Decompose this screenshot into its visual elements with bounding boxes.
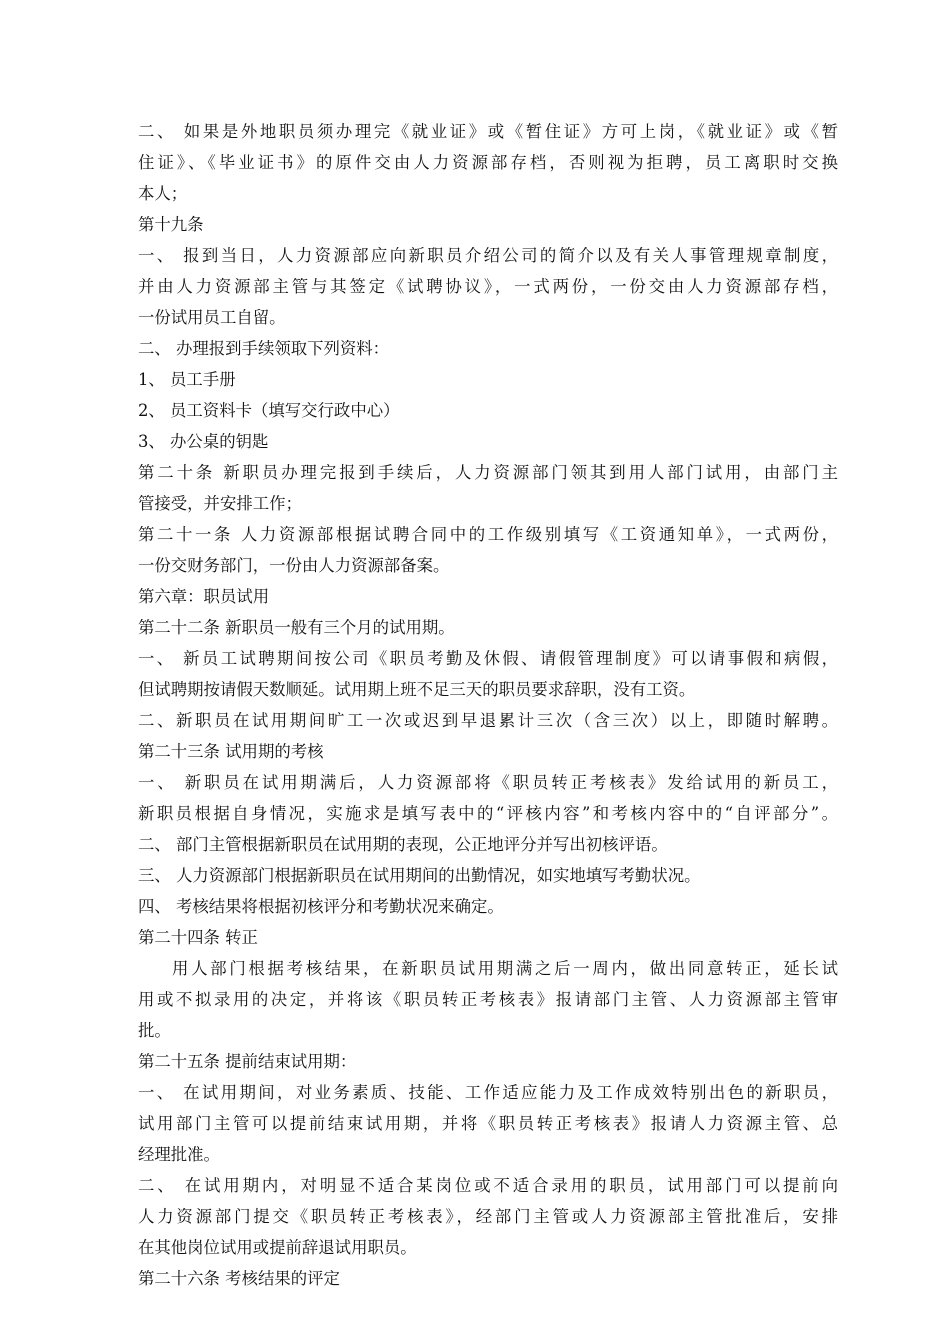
text-line: 经理批准。 bbox=[138, 1145, 220, 1164]
text-line: 二、 如果是外地职员须办理完《就业证》或《暂住证》方可上岗，《就业证》或《暂 bbox=[138, 122, 838, 141]
text-line: 3、 办公桌的钥匙 bbox=[138, 432, 269, 451]
text-line: 第二十二条 新职员一般有三个月的试用期。 bbox=[138, 618, 455, 637]
text-line: 二、新职员在试用期间旷工一次或迟到早退累计三次（含三次）以上，即随时解聘。 bbox=[138, 711, 838, 730]
text-line: 一、 新职员在试用期满后，人力资源部将《职员转正考核表》发给试用的新员工， bbox=[138, 773, 838, 792]
document-body bbox=[138, 116, 838, 1294]
text-line: 但试聘期按请假天数顺延。试用期上班不足三天的职员要求辞职，没有工资。 bbox=[138, 680, 696, 699]
text-line: 一、 新员工试聘期间按公司《职员考勤及休假、请假管理制度》可以请事假和病假， bbox=[138, 649, 838, 668]
text-line: 2、 员工资料卡（填写交行政中心） bbox=[138, 401, 400, 420]
text-line: 新职员根据自身情况，实施求是填写表中的“评核内容”和考核内容中的“自评部分”。 bbox=[138, 804, 838, 823]
text-line: 人力资源部门提交《职员转正考核表》，经部门主管或人力资源部主管批准后，安排 bbox=[138, 1207, 838, 1226]
text-line: 第十九条 bbox=[138, 215, 204, 234]
text-line: 第二十四条 转正 bbox=[138, 928, 258, 947]
text-line: 试用部门主管可以提前结束试用期，并将《职员转正考核表》报请人力资源主管、总 bbox=[138, 1114, 838, 1133]
text-line: 二、 部门主管根据新职员在试用期的表现，公正地评分并写出初核评语。 bbox=[138, 835, 668, 854]
text-line: 批。 bbox=[138, 1021, 171, 1040]
text-line: 第六章：职员试用 bbox=[138, 587, 270, 606]
text-line: 在其他岗位试用或提前辞退试用职员。 bbox=[138, 1238, 417, 1257]
text-line: 二、 在试用期内，对明显不适合某岗位或不适合录用的职员，试用部门可以提前向 bbox=[138, 1176, 838, 1195]
text-line: 第二十一条 人力资源部根据试聘合同中的工作级别填写《工资通知单》，一式两份， bbox=[138, 525, 838, 544]
text-line: 一份交财务部门，一份由人力资源部备案。 bbox=[138, 556, 450, 575]
text-line: 住证》、《毕业证书》的原件交由人力资源部存档，否则视为拒聘，员工离职时交换 bbox=[138, 153, 838, 172]
text-line: 一份试用员工自留。 bbox=[138, 308, 286, 327]
text-line: 用或不拟录用的决定，并将该《职员转正考核表》报请部门主管、人力资源部主管审 bbox=[138, 990, 838, 1009]
text-line: 第二十条 新职员办理完报到手续后，人力资源部门领其到用人部门试用，由部门主 bbox=[138, 463, 838, 482]
text-line: 并由人力资源部主管与其签定《试聘协议》，一式两份，一份交由人力资源部存档， bbox=[138, 277, 838, 296]
text-line: 本人； bbox=[138, 184, 188, 203]
text-line: 1、 员工手册 bbox=[138, 370, 236, 389]
text-line: 第二十六条 考核结果的评定 bbox=[138, 1269, 340, 1288]
text-line: 一、 在试用期间，对业务素质、技能、工作适应能力及工作成效特别出色的新职员， bbox=[138, 1083, 838, 1102]
text-line: 三、 人力资源部门根据新职员在试用期间的出勤情况，如实地填写考勤状况。 bbox=[138, 866, 701, 885]
text-line: 一、 报到当日，人力资源部应向新职员介绍公司的简介以及有关人事管理规章制度， bbox=[138, 246, 838, 265]
text-line: 管接受，并安排工作； bbox=[138, 494, 302, 513]
text-line: 四、 考核结果将根据初核评分和考勤状况来确定。 bbox=[138, 897, 504, 916]
text-line: 二、 办理报到手续领取下列资料： bbox=[138, 339, 390, 358]
text-line: 第二十五条 提前结束试用期： bbox=[138, 1052, 357, 1071]
text-line: 第二十三条 试用期的考核 bbox=[138, 742, 324, 761]
text-line: 用人部门根据考核结果，在新职员试用期满之后一周内，做出同意转正，延长试 bbox=[172, 959, 838, 978]
